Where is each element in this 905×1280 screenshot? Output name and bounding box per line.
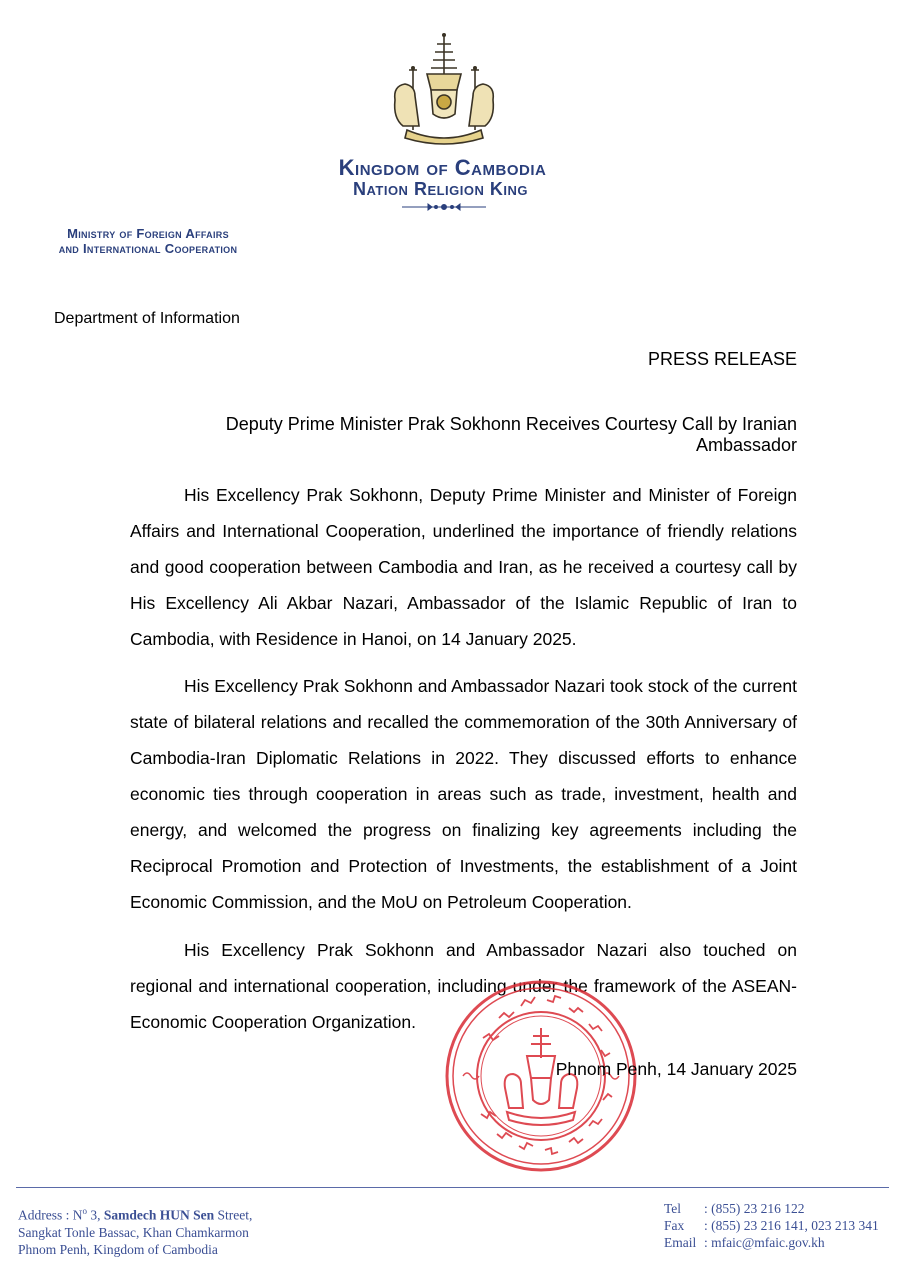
contact-tel <box>664 1200 879 1217</box>
department-label: Department of Information <box>54 310 240 327</box>
address-line-3: Phnom Penh, Kingdom of Cambodia <box>18 1241 218 1257</box>
fax-label: Fax <box>664 1218 685 1233</box>
contact-email <box>664 1234 879 1251</box>
fax-value: : (855) 23 216 141, 023 213 341 <box>704 1218 879 1233</box>
tel-value: : (855) 23 216 122 <box>704 1201 805 1216</box>
ministry-line-1: Ministry of Foreign Affairs <box>67 226 229 241</box>
footer-address <box>18 1203 252 1258</box>
tel-label: Tel <box>664 1201 682 1216</box>
divider-ornament-icon <box>402 200 486 214</box>
contact-fax <box>664 1217 879 1234</box>
email-label: Email <box>664 1235 697 1250</box>
motto-heading: Nation Religion King <box>352 179 529 199</box>
address-street: Samdech HUN Sen <box>103 1207 215 1223</box>
document-type: PRESS RELEASE <box>647 349 797 369</box>
place-date: Phnom Penh, 14 January 2025 <box>555 1059 797 1079</box>
body-paragraph-3: His Excellency Prak Sokhonn and Ambassador Nazari also touched on regional and international cooperation, including under the framework of the ASEAN-Economic Cooperation Organization. <box>130 940 797 1032</box>
footer-divider <box>16 1187 889 1188</box>
address-number-sup: o <box>82 1206 87 1216</box>
footer-contact <box>664 1200 879 1251</box>
ministry-line-2: and International Cooperation <box>58 241 238 256</box>
address-line-2: Sangkat Tonle Bassac, Khan Chamkarmon <box>18 1224 249 1240</box>
body-paragraph-1: His Excellency Prak Sokhonn, Deputy Prime Minister and Minister of Foreign Affairs and International Cooperation, underlined the importance of friendly relations and good cooperation between Cambodia and Iran, as he received a courtesy call by His Excellency Ali Akbar Nazari, Ambassador of the Islamic Republic of Iran to Cambodia, with Residence in Hanoi, on 14 January 2025. <box>130 485 797 649</box>
email-value: : mfaic@mfaic.gov.kh <box>704 1235 825 1250</box>
ministry-name <box>18 226 278 256</box>
press-release-title: Deputy Prime Minister Prak Sokhonn Receives Courtesy Call by Iranian Ambassador <box>225 414 797 455</box>
kingdom-heading: Kingdom of Cambodia <box>338 155 547 180</box>
body-paragraph-2: His Excellency Prak Sokhonn and Ambassador Nazari took stock of the current state of bilateral relations and recalled the commemoration of the 30th Anniversary of Cambodia-Iran Diplomatic Relations in 2022. They discussed efforts to enhance economic ties through cooperation in areas such as trade, investment, health and energy, and welcomed the progress on finalizing key agreements including the Reciprocal Promotion and Protection of Investments, the establishment of a Joint Economic Commission, and the MoU on Petroleum Cooperation. <box>130 676 797 912</box>
address-label: Address : N <box>18 1207 83 1223</box>
royal-arms-icon <box>385 30 503 145</box>
address-number: 3, <box>87 1207 104 1223</box>
address-street-suffix: Street, <box>214 1207 253 1223</box>
address-line-1 <box>18 1203 252 1224</box>
